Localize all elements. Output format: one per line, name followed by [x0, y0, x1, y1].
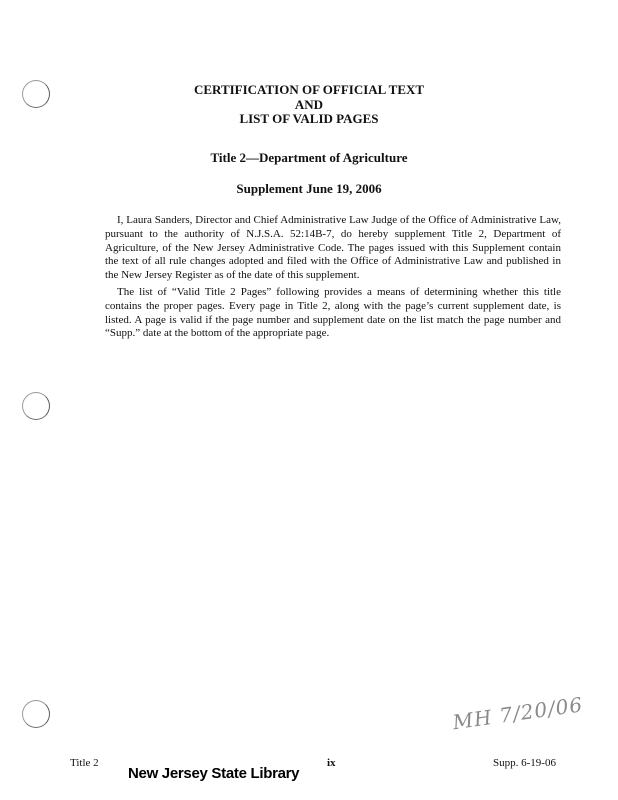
heading-certification: CERTIFICATION OF OFFICIAL TEXT	[193, 82, 425, 97]
certification-paragraph: I, Laura Sanders, Director and Chief Administrative Law Judge of the Office of Administrative Law, pursuant to the authority of N.J.S.A. 52:14B-7, do hereby supplement Title 2, Department of Agriculture, of the New Jersey Administrative Code. The pages issued with this Supplement contain the text of all rule changes adopted and filed with the Office of Administrative Law and published in the New Jersey Register as of the date of this supplement.	[105, 214, 561, 282]
footer-supplement: Supp. 6-19-06	[493, 757, 556, 769]
valid-pages-paragraph: The list of “Valid Title 2 Pages” following provides a means of determining whether this title contains the proper pages. Every page in Title 2, along with the page’s current supplement date, is listed. A page is valid if the page number and supplement date on the list match the page number and “Supp.” date at the bottom of the appropriate page.	[105, 286, 561, 340]
document-title: Title 2—Department of Agriculture	[210, 150, 408, 165]
punch-hole-bottom	[22, 700, 50, 728]
supplement-date: Supplement June 19, 2006	[236, 181, 382, 196]
heading-and: AND	[294, 97, 324, 112]
footer-page-number: ix	[327, 757, 336, 769]
punch-hole-middle	[22, 392, 50, 420]
heading-list-of-valid-pages: LIST OF VALID PAGES	[239, 111, 379, 126]
handwritten-initials: MH 7/20/06	[451, 692, 585, 735]
footer-title: Title 2	[70, 757, 99, 769]
library-stamp: New Jersey State Library	[128, 765, 300, 782]
